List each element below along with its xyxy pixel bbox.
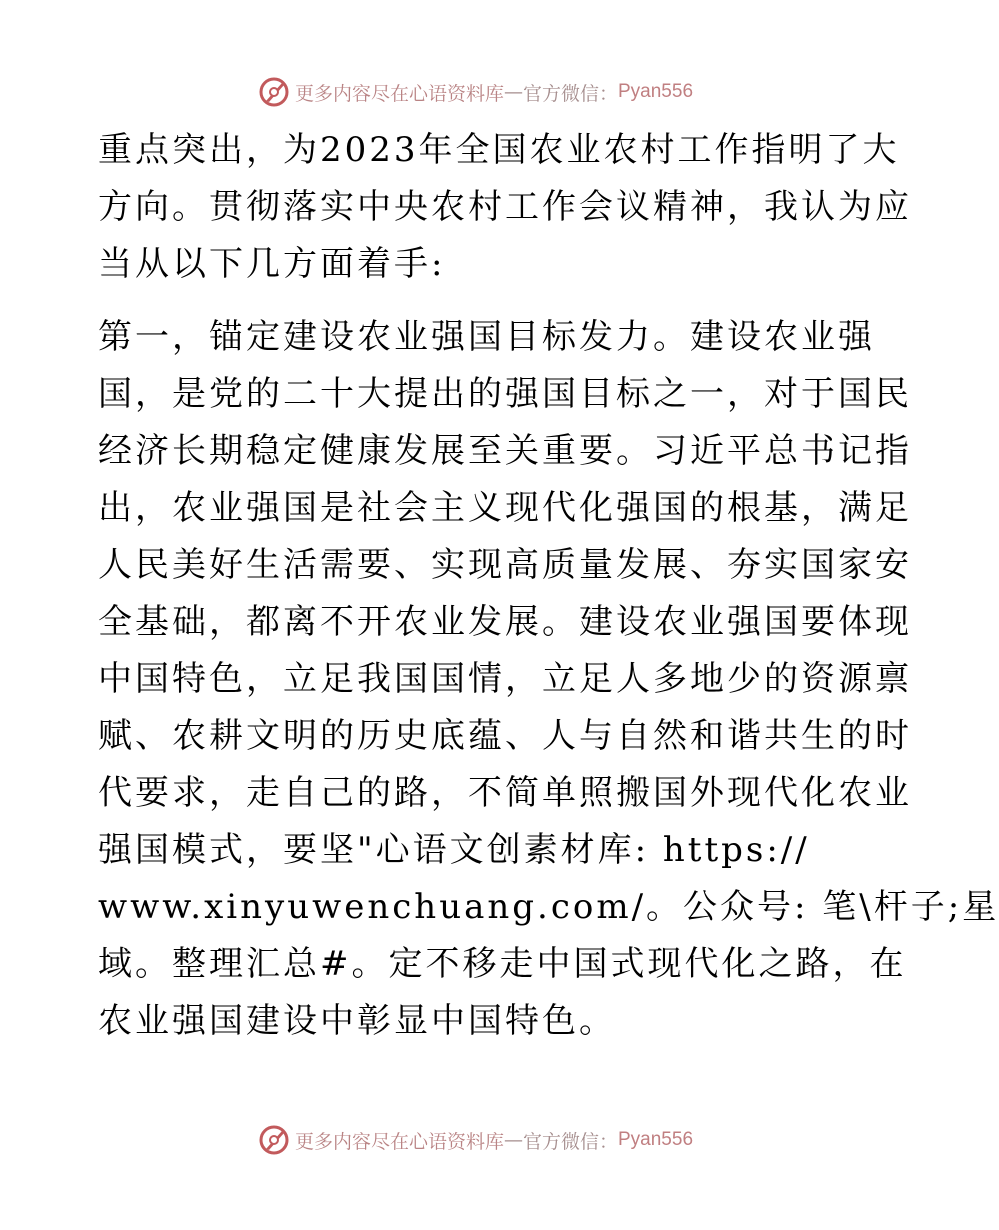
header-watermark <box>0 72 950 112</box>
footer-watermark <box>0 1120 950 1160</box>
text-line: 域。整理汇总#。定不移走中国式现代化之路，在 <box>98 944 907 984</box>
text-line: 第一，锚定建设农业强国目标发力。建设农业强 <box>98 317 875 357</box>
quill-logo-icon <box>257 75 291 109</box>
watermark-separator: — <box>503 1129 523 1151</box>
quill-logo-icon <box>257 1123 291 1157</box>
watermark-site-text: 更多内容尽在心语资料库 <box>294 82 504 105</box>
text-line: 代要求，走自己的路，不简单照搬国外现代化农业 <box>98 773 912 813</box>
text-line: 赋、农耕文明的历史底蕴、人与自然和谐共生的时 <box>98 716 912 756</box>
text-line: 当从以下几方面着手: <box>98 244 446 284</box>
text-line: www.xinyuwenchuang.com/。公众号: 笔\杆子;星 <box>98 887 999 927</box>
text-line: 重点突出，为2023年全国农业农村工作指明了大 <box>98 130 900 170</box>
watermark-site-text: 更多内容尽在心语资料库 <box>294 1130 504 1153</box>
text-line: 农业强国建设中彰显中国特色。 <box>98 1001 616 1041</box>
paragraph-intro <box>98 122 912 293</box>
text-line: 人民美好生活需要、实现高质量发展、夯实国家安 <box>98 545 912 585</box>
watermark-contact-id: Pyan556 <box>618 81 694 102</box>
text-line: 出，农业强国是社会主义现代化强国的根基，满足 <box>98 488 912 528</box>
watermark-contact-label: 官方微信： <box>522 82 618 105</box>
text-line: 中国特色，立足我国国情，立足人多地少的资源禀 <box>98 659 912 699</box>
text-line: 强国模式，要坚"心语文创素材库: https:// <box>98 830 810 870</box>
text-line: 方向。贯彻落实中央农村工作会议精神，我认为应 <box>98 187 912 227</box>
text-line: 经济长期稳定健康发展至关重要。习近平总书记指 <box>98 431 912 471</box>
watermark-separator: — <box>503 81 523 103</box>
watermark-contact-id: Pyan556 <box>618 1129 694 1150</box>
watermark-contact-label: 官方微信： <box>522 1130 618 1153</box>
paragraph-first-point <box>98 309 999 1050</box>
text-line: 国，是党的二十大提出的强国目标之一，对于国民 <box>98 374 912 414</box>
text-line: 全基础，都离不开农业发展。建设农业强国要体现 <box>98 602 912 642</box>
